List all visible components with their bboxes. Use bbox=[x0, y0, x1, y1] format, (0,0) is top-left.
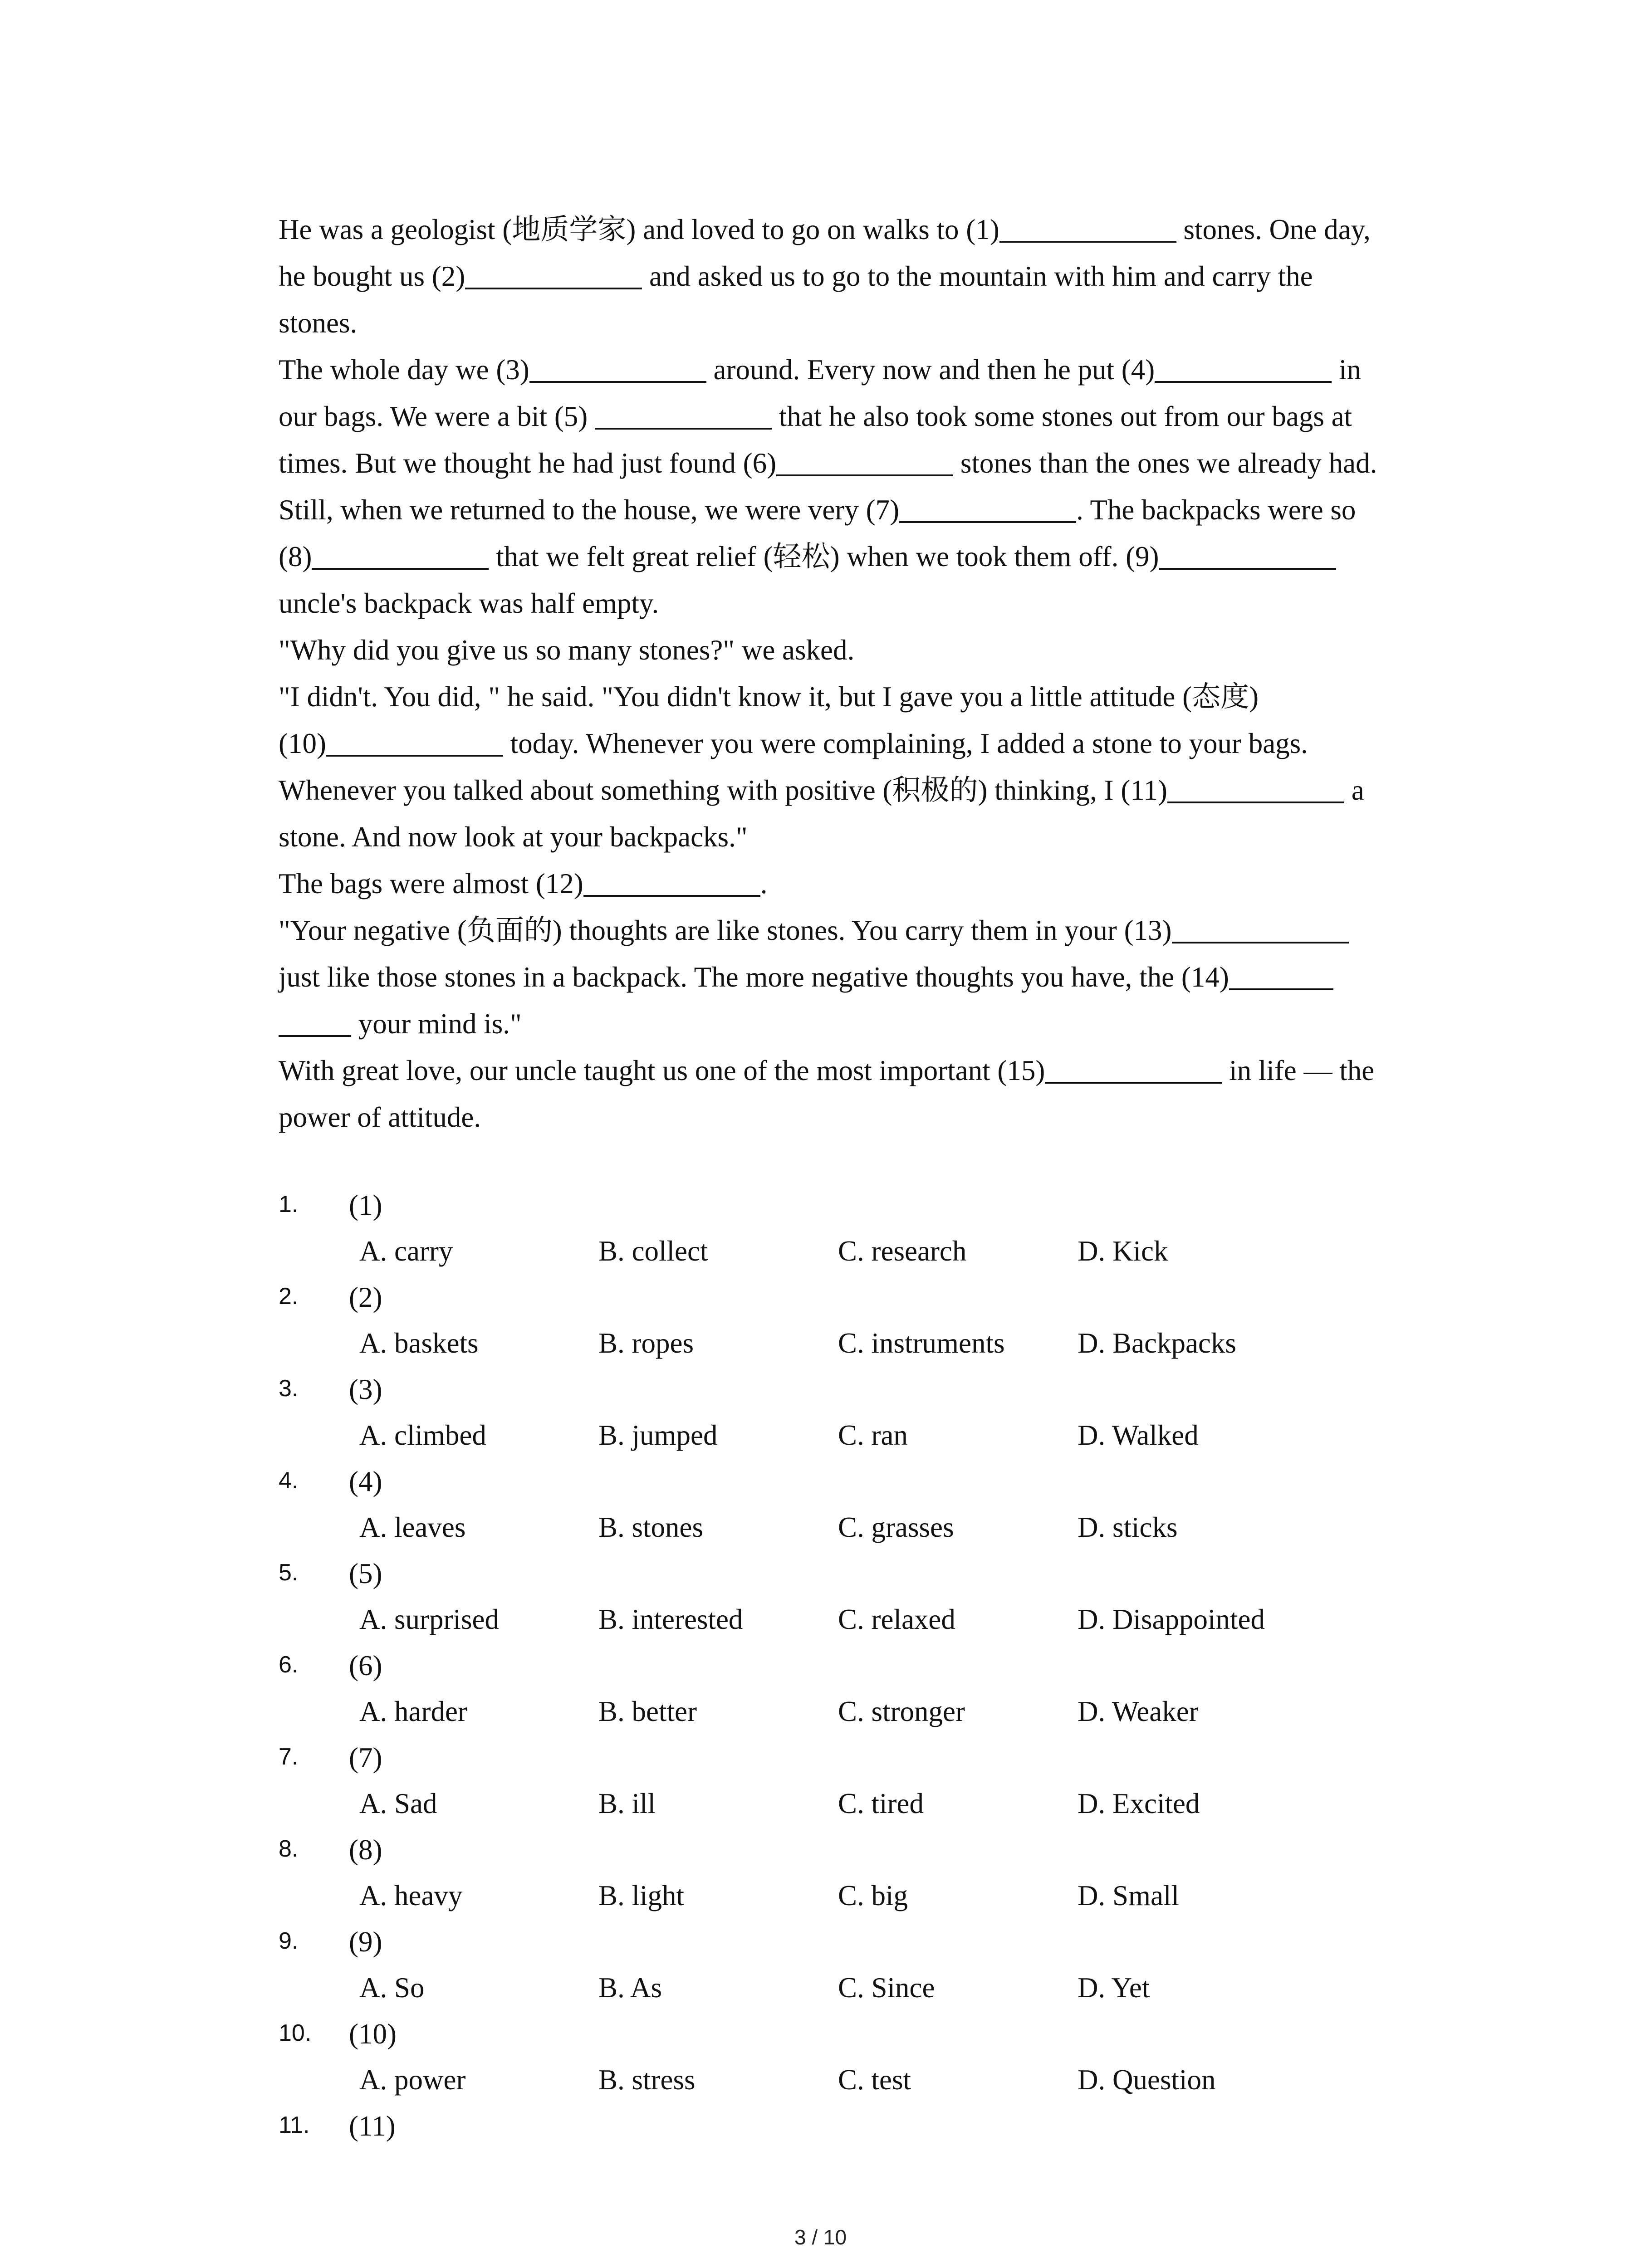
option-row bbox=[279, 1971, 1458, 2017]
passage-text: in bbox=[1332, 354, 1362, 386]
option-b[interactable]: B. stones bbox=[598, 1511, 704, 1543]
passage-line bbox=[279, 720, 1449, 767]
option-c[interactable]: C. Since bbox=[838, 1972, 935, 2004]
question-label: (9) bbox=[349, 1926, 382, 1958]
passage-text: The whole day we (3) bbox=[279, 354, 529, 386]
question-item bbox=[279, 1557, 1458, 1649]
passage-line bbox=[279, 440, 1449, 487]
question-label: (1) bbox=[349, 1189, 382, 1221]
passage-line bbox=[279, 533, 1449, 580]
passage-text: power of attitude. bbox=[279, 1101, 481, 1133]
passage-text: stones. One day, bbox=[1176, 214, 1371, 245]
question-number: 10. bbox=[279, 2020, 312, 2046]
option-c[interactable]: C. research bbox=[838, 1235, 967, 1267]
option-row bbox=[279, 1879, 1458, 1925]
option-a[interactable]: A. leaves bbox=[359, 1511, 466, 1543]
passage-text: "I didn't. You did, " he said. "You didn't know it, but I gave you a little attitude (态度) bbox=[279, 681, 1259, 713]
question-number: 3. bbox=[279, 1375, 299, 1402]
cloze-passage bbox=[279, 206, 1449, 1141]
passage-line bbox=[279, 767, 1449, 814]
option-a[interactable]: A. harder bbox=[359, 1696, 467, 1727]
option-a[interactable]: A. climbed bbox=[359, 1419, 486, 1451]
passage-line bbox=[279, 487, 1449, 533]
passage-line bbox=[279, 954, 1449, 1001]
passage-text: he bought us (2) bbox=[279, 260, 465, 292]
passage-text: With great love, our uncle taught us one of the most important (15) bbox=[279, 1055, 1045, 1086]
option-a[interactable]: A. Sad bbox=[359, 1788, 437, 1819]
option-b[interactable]: B. As bbox=[598, 1972, 662, 2004]
blank-1 bbox=[999, 212, 1176, 243]
passage-text: just like those stones in a backpack. The more negative thoughts you have, the (14) bbox=[279, 961, 1229, 993]
option-b[interactable]: B. stress bbox=[598, 2064, 696, 2096]
option-d[interactable]: D. Walked bbox=[1078, 1419, 1199, 1451]
passage-line bbox=[279, 1094, 1449, 1141]
passage-text: Still, when we returned to the house, we were very (7) bbox=[279, 494, 900, 526]
option-row bbox=[279, 1603, 1458, 1648]
passage-text: "Your negative (负面的) thoughts are like stones. You carry them in your (13) bbox=[279, 914, 1172, 946]
option-row bbox=[279, 2063, 1458, 2109]
question-label: (10) bbox=[349, 2018, 397, 2050]
passage-line bbox=[279, 814, 1449, 860]
passage-text: your mind is." bbox=[351, 1008, 522, 1040]
passage-text: . The backpacks were so bbox=[1076, 494, 1356, 526]
question-number: 11. bbox=[279, 2112, 310, 2138]
passage-text: that he also took some stones out from our bags at bbox=[772, 401, 1352, 432]
passage-line bbox=[279, 674, 1449, 720]
passage-text: in life — the bbox=[1222, 1055, 1375, 1086]
passage-line bbox=[279, 253, 1449, 300]
passage-text: stone. And now look at your backpacks." bbox=[279, 821, 748, 853]
blank-14-continued bbox=[279, 1006, 351, 1037]
question-label: (5) bbox=[349, 1558, 382, 1589]
passage-text: stones. bbox=[279, 307, 358, 339]
passage-line bbox=[279, 907, 1449, 954]
blank-12 bbox=[583, 866, 760, 897]
passage-text: a bbox=[1344, 774, 1364, 806]
passage-line bbox=[279, 1047, 1449, 1094]
option-a[interactable]: A. surprised bbox=[359, 1603, 499, 1635]
passage-text: Whenever you talked about something with positive (积极的) thinking, I (11) bbox=[279, 774, 1168, 806]
question-item bbox=[279, 1465, 1458, 1557]
passage-text: The bags were almost (12) bbox=[279, 868, 583, 899]
question-number: 5. bbox=[279, 1559, 299, 1586]
option-a[interactable]: A. carry bbox=[359, 1235, 453, 1267]
option-row bbox=[279, 1235, 1458, 1280]
option-d[interactable]: D. Kick bbox=[1078, 1235, 1168, 1267]
blank-11 bbox=[1167, 772, 1344, 803]
option-c[interactable]: C. big bbox=[838, 1880, 908, 1911]
question-item bbox=[279, 1373, 1458, 1465]
blank-3 bbox=[529, 352, 706, 383]
question-label: (11) bbox=[349, 2110, 396, 2142]
option-c[interactable]: C. ran bbox=[838, 1419, 908, 1451]
option-row bbox=[279, 1419, 1458, 1464]
option-row bbox=[279, 1327, 1458, 1372]
passage-line bbox=[279, 627, 1449, 674]
blank-7 bbox=[899, 492, 1076, 523]
question-label: (6) bbox=[349, 1650, 382, 1681]
passage-text: . bbox=[760, 868, 768, 899]
option-b[interactable]: B. ropes bbox=[598, 1327, 694, 1359]
option-d[interactable]: D. Backpacks bbox=[1078, 1327, 1236, 1359]
option-b[interactable]: B. ill bbox=[598, 1788, 656, 1819]
blank-10 bbox=[326, 726, 503, 757]
blank-5 bbox=[595, 399, 772, 430]
passage-text: our bags. We were a bit (5) bbox=[279, 401, 595, 432]
option-b[interactable]: B. light bbox=[598, 1880, 685, 1911]
question-number: 9. bbox=[279, 1928, 299, 1954]
question-item bbox=[279, 1833, 1458, 1926]
question-label: (3) bbox=[349, 1374, 382, 1405]
blank-15 bbox=[1045, 1053, 1222, 1084]
question-item bbox=[279, 1189, 1458, 1281]
option-c[interactable]: C. test bbox=[838, 2064, 911, 2096]
option-b[interactable]: B. interested bbox=[598, 1603, 743, 1635]
passage-line bbox=[279, 347, 1449, 393]
option-a[interactable]: A. baskets bbox=[359, 1327, 479, 1359]
passage-text: (8) bbox=[279, 541, 312, 572]
question-number: 1. bbox=[279, 1191, 299, 1217]
option-c[interactable]: C. tired bbox=[838, 1788, 924, 1819]
option-d[interactable]: D. Question bbox=[1078, 2064, 1216, 2096]
passage-text: times. But we thought he had just found (6) bbox=[279, 447, 777, 479]
blank-13 bbox=[1172, 913, 1349, 943]
question-number: 2. bbox=[279, 1283, 299, 1310]
question-item bbox=[279, 1281, 1458, 1373]
passage-text: today. Whenever you were complaining, I added a stone to your bags. bbox=[503, 728, 1308, 759]
question-list bbox=[279, 1189, 1458, 2202]
passage-text: "Why did you give us so many stones?" we asked. bbox=[279, 634, 855, 666]
option-c[interactable]: C. relaxed bbox=[838, 1603, 955, 1635]
option-d[interactable]: D. Disappointed bbox=[1078, 1603, 1265, 1635]
option-d[interactable]: D. Yet bbox=[1078, 1972, 1150, 2004]
passage-text: around. Every now and then he put (4) bbox=[706, 354, 1155, 386]
page-number: 3 / 10 bbox=[794, 2225, 847, 2249]
option-a[interactable]: A. So bbox=[359, 1972, 425, 2004]
blank-9 bbox=[1159, 539, 1336, 570]
passage-text: stones than the ones we already had. bbox=[953, 447, 1377, 479]
passage-text: and asked us to go to the mountain with him and carry the bbox=[642, 260, 1313, 292]
question-number: 7. bbox=[279, 1744, 299, 1770]
option-d[interactable]: D. Weaker bbox=[1078, 1696, 1199, 1727]
question-item bbox=[279, 1741, 1458, 1833]
option-b[interactable]: B. better bbox=[598, 1696, 697, 1727]
option-b[interactable]: B. collect bbox=[598, 1235, 708, 1267]
option-a[interactable]: A. heavy bbox=[359, 1880, 463, 1911]
blank-14 bbox=[1229, 959, 1333, 990]
option-row bbox=[279, 1787, 1458, 1833]
option-d[interactable]: D. sticks bbox=[1078, 1511, 1178, 1543]
question-item bbox=[279, 2110, 1458, 2202]
passage-line bbox=[279, 206, 1449, 253]
blank-4 bbox=[1155, 352, 1332, 383]
question-label: (4) bbox=[349, 1466, 382, 1497]
option-d[interactable]: D. Small bbox=[1078, 1880, 1180, 1911]
question-item bbox=[279, 1649, 1458, 1741]
question-number: 6. bbox=[279, 1652, 299, 1678]
passage-text: that we felt great relief (轻松) when we took them off. (9) bbox=[489, 541, 1159, 572]
blank-6 bbox=[776, 445, 953, 476]
question-label: (7) bbox=[349, 1742, 382, 1774]
option-d[interactable]: D. Excited bbox=[1078, 1788, 1200, 1819]
question-number: 4. bbox=[279, 1467, 299, 1494]
passage-line bbox=[279, 580, 1449, 627]
passage-line bbox=[279, 1001, 1449, 1047]
option-c[interactable]: C. stronger bbox=[838, 1696, 965, 1727]
passage-line bbox=[279, 860, 1449, 907]
blank-8 bbox=[312, 539, 489, 570]
option-row bbox=[279, 1695, 1458, 1740]
blank-2 bbox=[465, 259, 642, 289]
passage-text: (10) bbox=[279, 728, 326, 759]
option-c[interactable]: C. instruments bbox=[838, 1327, 1005, 1359]
question-label: (8) bbox=[349, 1834, 382, 1866]
passage-line bbox=[279, 300, 1449, 347]
option-b[interactable]: B. jumped bbox=[598, 1419, 718, 1451]
option-a[interactable]: A. power bbox=[359, 2064, 466, 2096]
question-item bbox=[279, 2018, 1458, 2110]
passage-line bbox=[279, 393, 1449, 440]
option-row bbox=[279, 1511, 1458, 1556]
question-number: 8. bbox=[279, 1836, 299, 1862]
option-c[interactable]: C. grasses bbox=[838, 1511, 954, 1543]
passage-text: He was a geologist (地质学家) and loved to go on walks to (1) bbox=[279, 214, 999, 245]
passage-text: uncle's backpack was half empty. bbox=[279, 587, 659, 619]
question-item bbox=[279, 1926, 1458, 2018]
question-label: (2) bbox=[349, 1281, 382, 1313]
